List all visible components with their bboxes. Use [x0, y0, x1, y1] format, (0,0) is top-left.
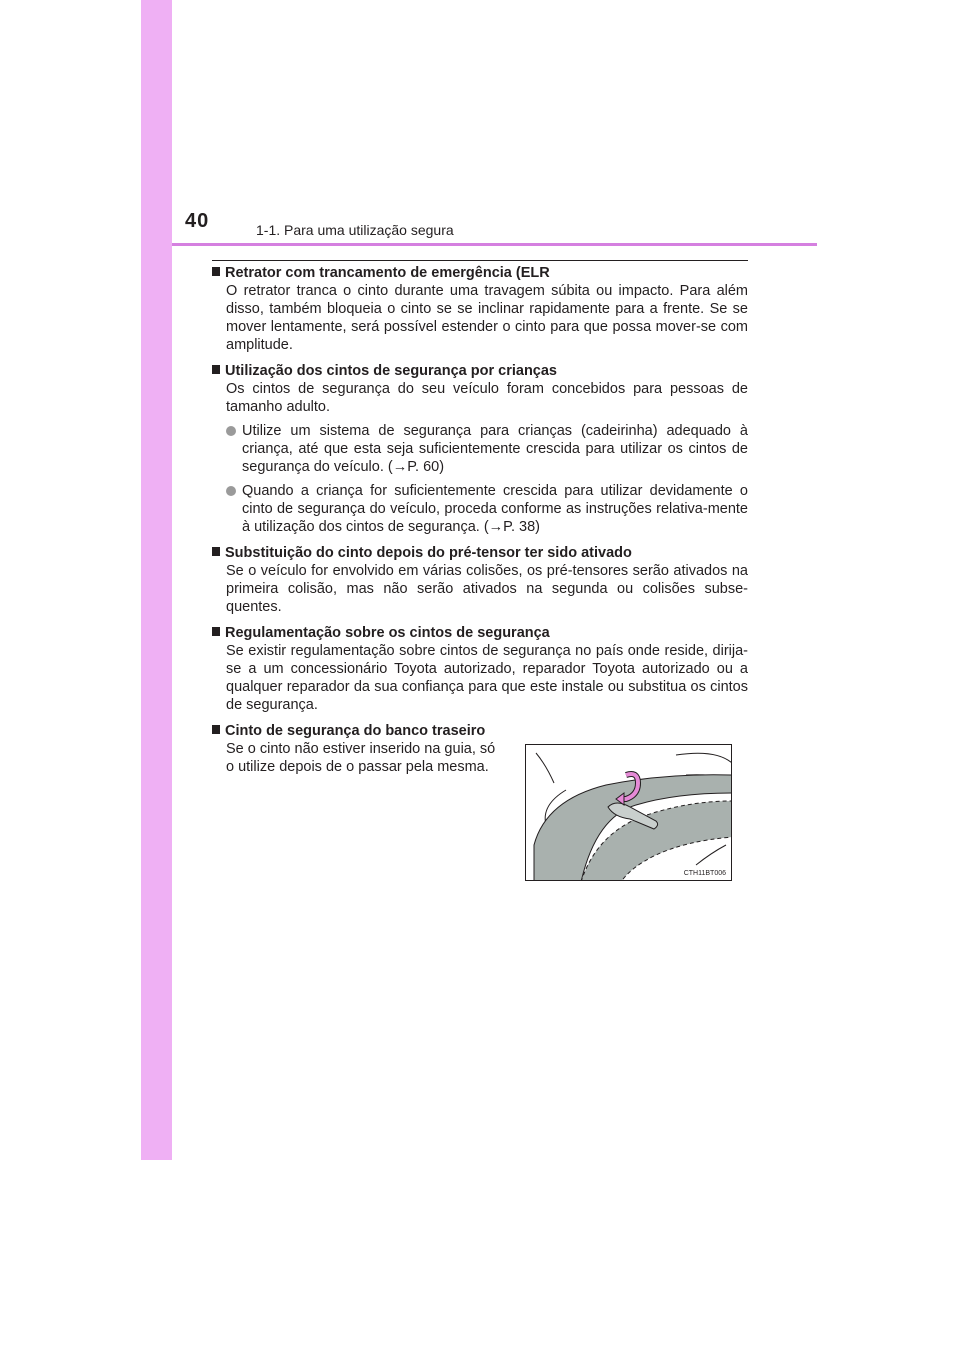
section-heading — [212, 264, 748, 282]
page-number: 40 — [185, 210, 210, 232]
circle-bullet-icon — [226, 486, 236, 496]
section-body: Os cintos de segurança do seu veículo foram concebidos para pessoas de tamanho adulto. — [226, 381, 748, 415]
square-bullet-icon — [212, 725, 220, 734]
section-heading — [212, 362, 748, 380]
section-elr — [212, 264, 748, 354]
section-heading — [212, 544, 748, 562]
seatbelt-guide-drawing — [526, 745, 732, 881]
square-bullet-icon — [212, 627, 220, 636]
section-heading — [212, 722, 748, 740]
seatbelt-guide-illustration — [525, 744, 732, 881]
section-heading — [212, 624, 748, 642]
list-item-text: Utilize um sistema de segurança para crianças (cadeirinha) adequado à criança, até que esta seja suficientemente crescida para utilizar os cintos de segurança do veículo. (→P. 60) — [242, 423, 748, 475]
content-divider — [212, 260, 748, 261]
section-body: O retrator tranca o cinto durante uma travagem súbita ou impacto. Para além disso, também bloqueia o cinto se se inclinar rapidamente para a frente. Se se mover lentamente, será possível estender o cinto para que possa mover-se com amplitude. — [226, 283, 748, 353]
section-rear-seat — [212, 722, 748, 740]
section-title: 1-1. Para uma utilização segura — [256, 222, 454, 238]
list-item-text: Quando a criança for suficientemente crescida para utilizar devidamente o cinto de segurança do veículo, proceda conforme as instruções relativa-mente à utilização dos cintos de segurança. (→P. 38) — [242, 483, 748, 535]
section-heading-text: Utilização dos cintos de segurança por crianças — [225, 363, 557, 379]
section-pretensioner — [212, 544, 748, 616]
figure-code: CTH11BT006 — [683, 870, 726, 877]
list-item — [226, 422, 748, 476]
section-body: Se existir regulamentação sobre cintos de segurança no país onde reside, dirija-se a um concessionário Toyota autorizado, reparador Toyota autorizado ou a qualquer reparador da sua confiança para que este instale ou substitua os cintos de segurança. — [226, 643, 748, 713]
section-heading-text: Substituição do cinto depois do pré-tensor ter sido ativado — [225, 545, 632, 561]
section-heading-text: Regulamentação sobre os cintos de segurança — [225, 625, 550, 641]
section-body: Se o veículo for envolvido em várias colisões, os pré-tensores serão ativados na primeira colisão, mas não serão ativados na segunda ou colisões subse-quentes. — [226, 563, 748, 615]
square-bullet-icon — [212, 547, 220, 556]
header-rule — [172, 243, 817, 246]
main-content — [212, 264, 748, 748]
circle-bullet-icon — [226, 426, 236, 436]
section-heading-text: Cinto de segurança do banco traseiro — [225, 723, 486, 739]
section-heading-text: Retrator com trancamento de emergência (ELR — [225, 265, 550, 281]
rear-seat-body: Se o cinto não estiver inserido na guia, só o utilize depois de o passar pela mesma. — [226, 741, 496, 775]
side-tab-band — [141, 0, 172, 1160]
list-item — [226, 482, 748, 536]
square-bullet-icon — [212, 267, 220, 276]
square-bullet-icon — [212, 365, 220, 374]
section-children — [212, 362, 748, 536]
section-regulation — [212, 624, 748, 714]
